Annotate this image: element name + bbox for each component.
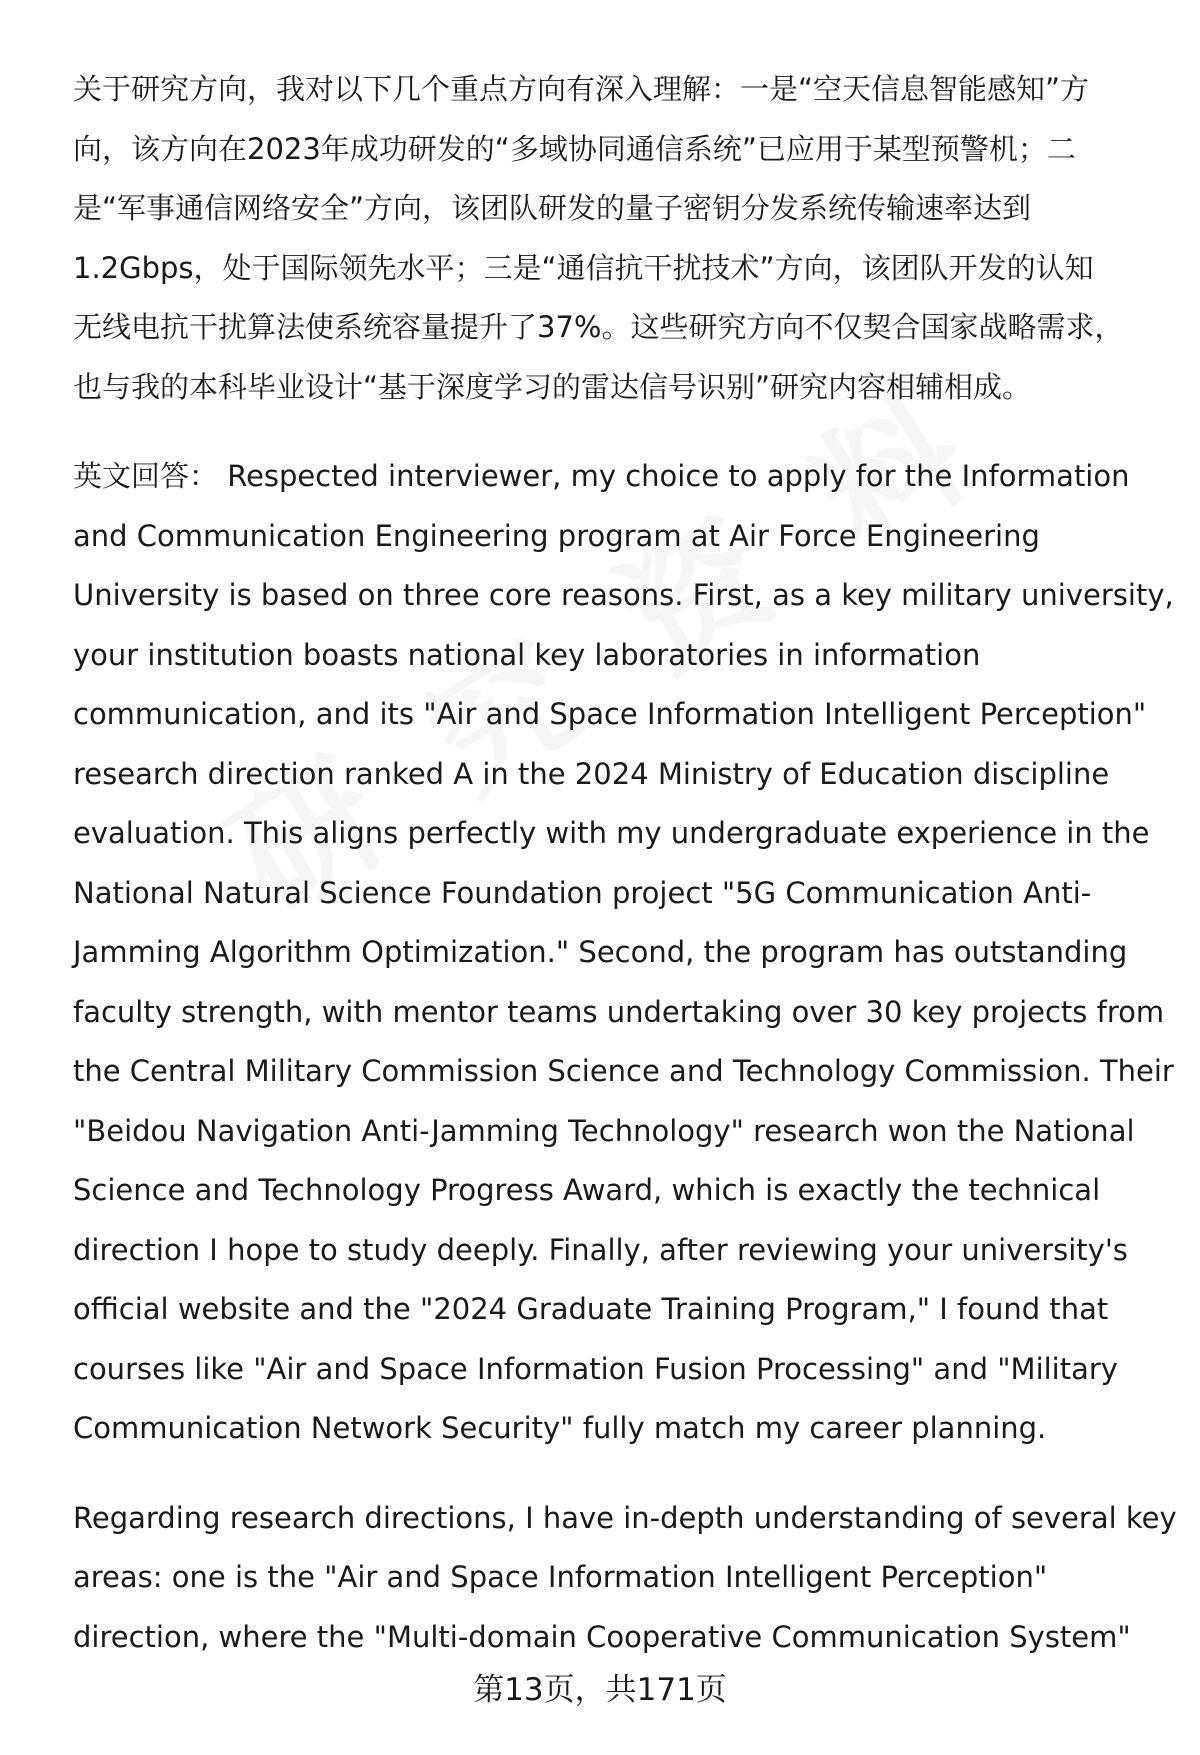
text-line: your institution boasts national key laboratories in information — [73, 637, 981, 672]
paragraph-english-research — [73, 1489, 1177, 1668]
document-body — [73, 60, 1177, 1667]
text-line: University is based on three core reasons. First, as a key military university, — [73, 578, 1174, 612]
text-line: areas: one is the "Air and Space Information Intelligent Perception" — [73, 1560, 1048, 1594]
text-line: 无线电抗干扰算法使系统容量提升了37%。这些研究方向不仅契合国家战略需求， — [73, 310, 1124, 344]
text-line: the Central Military Commission Science and Technology Commission. Their — [73, 1054, 1174, 1088]
text-line: National Natural Science Foundation project "5G Communication Anti- — [73, 875, 1092, 910]
paragraph-chinese-research — [73, 60, 1163, 417]
text-line: Regarding research directions, I have in-depth understanding of several key — [73, 1500, 1177, 1535]
text-line: Jamming Algorithm Optimization." Second, the program has outstanding — [73, 935, 1128, 969]
text-line: 关于研究方向，我对以下几个重点方向有深入理解：一是“空天信息智能感知”方 — [73, 72, 1090, 106]
text-line: faculty strength, with mentor teams undertaking over 30 key projects from — [73, 994, 1165, 1029]
text-line: 是“军事通信网络安全”方向，该团队研发的量子密钥分发系统传输速率达到 — [73, 191, 1032, 225]
text-line: direction, where the "Multi-domain Cooperative Communication System" — [73, 1619, 1131, 1654]
text-line: direction I hope to study deeply. Finally, after reviewing your university's — [73, 1232, 1128, 1267]
text-line: 向，该方向在2023年成功研发的“多域协同通信系统”已应用于某型预警机；二 — [73, 131, 1076, 166]
paragraph-english-answer — [73, 447, 1174, 1459]
text-line: communication, and its "Air and Space Information Intelligent Perception" — [73, 697, 1147, 731]
text-line: 英文回答： Respected interviewer, my choice to apply for the Information — [73, 459, 1130, 493]
text-line: 1.2Gbps，处于国际领先水平；三是“通信抗干扰技术”方向，该团队开发的认知 — [73, 250, 1094, 285]
text-line: courses like "Air and Space Information Fusion Processing" and "Military — [73, 1351, 1118, 1386]
page-number: 第13页，共171页 — [473, 1672, 727, 1708]
text-line: research direction ranked A in the 2024 Ministry of Education discipline — [73, 756, 1110, 791]
text-line: official website and the "2024 Graduate Training Program," I found that — [73, 1292, 1109, 1326]
text-line: Communication Network Security" fully match my career planning. — [73, 1411, 1047, 1445]
text-line: "Beidou Navigation Anti-Jamming Technology" research won the National — [73, 1113, 1135, 1148]
text-line: evaluation. This aligns perfectly with my undergraduate experience in the — [73, 816, 1150, 850]
text-line: and Communication Engineering program at Air Force Engineering — [73, 518, 1040, 553]
text-line: Science and Technology Progress Award, which is exactly the technical — [73, 1173, 1101, 1207]
text-line: 也与我的本科毕业设计“基于深度学习的雷达信号识别”研究内容相辅相成。 — [73, 369, 1032, 404]
